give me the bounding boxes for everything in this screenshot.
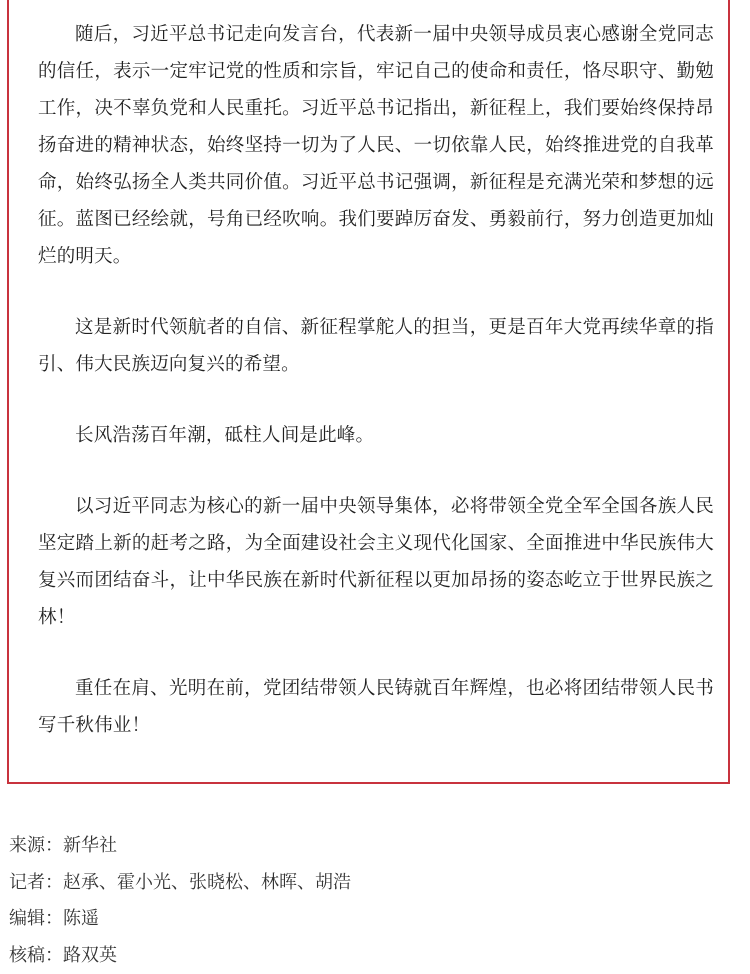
editor-line [9, 901, 709, 938]
article-paragraph-4: 以习近平同志为核心的新一届中央领导集体，必将带领全党全军全国各族人民坚定踏上新的赶考之路，为全面建设社会主义现代化国家、全面推进中华民族伟大复兴而团结奋斗，让中华民族在新时代新征程以更加昂扬的姿态屹立于世界民族之林！ [38, 488, 714, 636]
article-body [38, 16, 714, 744]
article-paragraph-5: 重任在肩、光明在前，党团结带领人民铸就百年辉煌，也必将团结带领人民书写千秋伟业！ [38, 670, 714, 744]
reviewer-label: 核稿： [9, 945, 63, 966]
source-value: 新华社 [63, 835, 117, 856]
reporters-line [9, 865, 709, 902]
reporters-value: 赵承、霍小光、张晓松、林晖、胡浩 [63, 872, 351, 893]
reviewer-value: 路双英 [63, 945, 117, 966]
editor-value: 陈遥 [63, 908, 99, 929]
article-paragraph-2: 这是新时代领航者的自信、新征程掌舵人的担当，更是百年大党再续华章的指引、伟大民族迈向复兴的希望。 [38, 309, 714, 383]
article-meta [9, 828, 709, 974]
reviewer-line [9, 938, 709, 974]
article-paragraph-3: 长风浩荡百年潮，砥柱人间是此峰。 [38, 417, 714, 454]
source-line [9, 828, 709, 865]
reporters-label: 记者： [9, 872, 63, 893]
source-label: 来源： [9, 835, 63, 856]
editor-label: 编辑： [9, 908, 63, 929]
article-frame [7, 0, 730, 784]
article-paragraph-1: 随后，习近平总书记走向发言台，代表新一届中央领导成员衷心感谢全党同志的信任，表示一定牢记党的性质和宗旨，牢记自己的使命和责任，恪尽职守、勤勉工作，决不辜负党和人民重托。习近平总书记指出，新征程上，我们要始终保持昂扬奋进的精神状态，始终坚持一切为了人民、一切依靠人民，始终推进党的自我革命，始终弘扬全人类共同价值。习近平总书记强调，新征程是充满光荣和梦想的远征。蓝图已经绘就，号角已经吹响。我们要踔厉奋发、勇毅前行，努力创造更加灿烂的明天。 [38, 16, 714, 275]
